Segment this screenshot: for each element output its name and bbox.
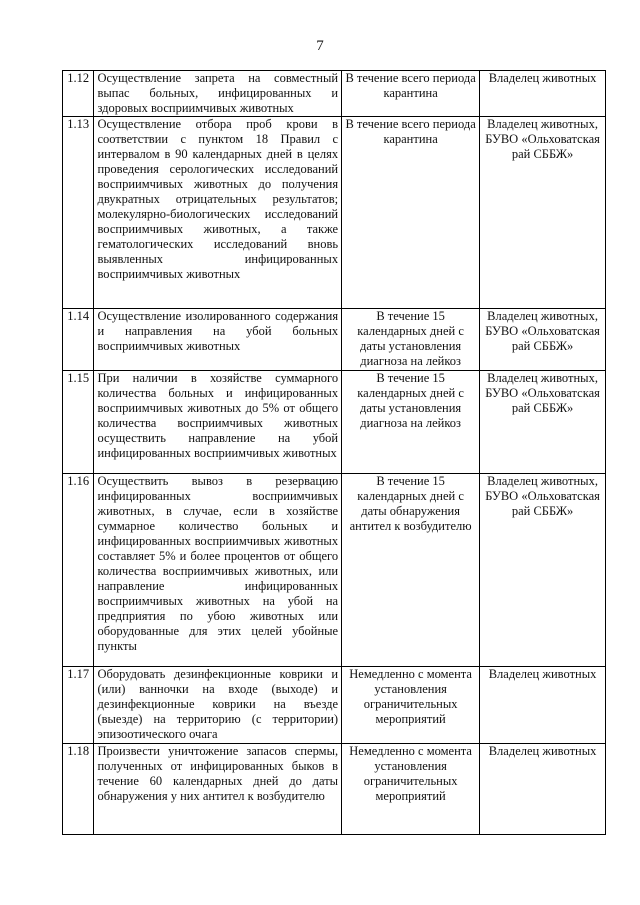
measure-description: Осуществить вывоз в резервацию инфицированных восприимчивых животных, в случае, если в хозяйстве суммарное количество больных и инфицированных восприимчивых животных составляет 5% и более процентов от общего количества восприимчивых животных, или направление инфицированных восприимчивых животных на убой на предприятия по убою животных или оборудованные для этих целей убойные пункты (94, 474, 342, 667)
measure-description: Осуществление изолированного содержания и направления на убой больных восприимчивых животных (94, 309, 342, 371)
deadline: Немедленно с момента установления ограничительных мероприятий (342, 744, 480, 835)
deadline: Немедленно с момента установления ограничительных мероприятий (342, 667, 480, 744)
deadline: В течение 15 календарных дней с даты установления диагноза на лейкоз (342, 371, 480, 474)
table-row (63, 309, 606, 371)
table-row (63, 117, 606, 309)
responsible-party: Владелец животных (480, 667, 606, 744)
item-number: 1.17 (63, 667, 94, 744)
deadline: В течение всего периода карантина (342, 71, 480, 117)
measures-table (62, 70, 606, 835)
deadline: В течение всего периода карантина (342, 117, 480, 309)
item-number: 1.16 (63, 474, 94, 667)
table-row (63, 744, 606, 835)
responsible-party: Владелец животных, БУВО «Ольховатская рай СББЖ» (480, 474, 606, 667)
page-number: 7 (316, 38, 324, 54)
deadline: В течение 15 календарных дней с даты установления диагноза на лейкоз (342, 309, 480, 371)
measure-description: Осуществление отбора проб крови в соответствии с пунктом 18 Правил с интервалом в 90 календарных дней в целях проведения серологических исследований восприимчивых животных до получения двукратных отрицательных результатов; молекулярно-биологических исследований восприимчивых животных, а также гематологических исследований вновь выявленных инфицированных восприимчивых животных (94, 117, 342, 309)
measure-description: Оборудовать дезинфекционные коврики и (или) ванночки на входе (выходе) и дезинфекционные коврики на въезде (выезде) на территорию (с территории) эпизоотического очага (94, 667, 342, 744)
responsible-party: Владелец животных, БУВО «Ольховатская рай СББЖ» (480, 117, 606, 309)
measure-description: Осуществление запрета на совместный выпас больных, инфицированных и здоровых восприимчивых животных (94, 71, 342, 117)
responsible-party: Владелец животных, БУВО «Ольховатская рай СББЖ» (480, 309, 606, 371)
item-number: 1.13 (63, 117, 94, 309)
item-number: 1.12 (63, 71, 94, 117)
responsible-party: Владелец животных (480, 71, 606, 117)
deadline: В течение 15 календарных дней с даты обнаружения антител к возбудителю (342, 474, 480, 667)
measure-description: При наличии в хозяйстве суммарного количества больных и инфицированных восприимчивых животных до 5% от общего количества восприимчивых животных осуществить направление на убой инфицированных восприимчивых животных (94, 371, 342, 474)
table-row (63, 667, 606, 744)
table-row (63, 71, 606, 117)
item-number: 1.14 (63, 309, 94, 371)
responsible-party: Владелец животных (480, 744, 606, 835)
item-number: 1.15 (63, 371, 94, 474)
responsible-party: Владелец животных, БУВО «Ольховатская рай СББЖ» (480, 371, 606, 474)
table-row (63, 371, 606, 474)
measure-description: Произвести уничтожение запасов спермы, полученных от инфицированных быков в течение 60 календарных дней до даты обнаружения у них антител к возбудителю (94, 744, 342, 835)
item-number: 1.18 (63, 744, 94, 835)
table-row (63, 474, 606, 667)
